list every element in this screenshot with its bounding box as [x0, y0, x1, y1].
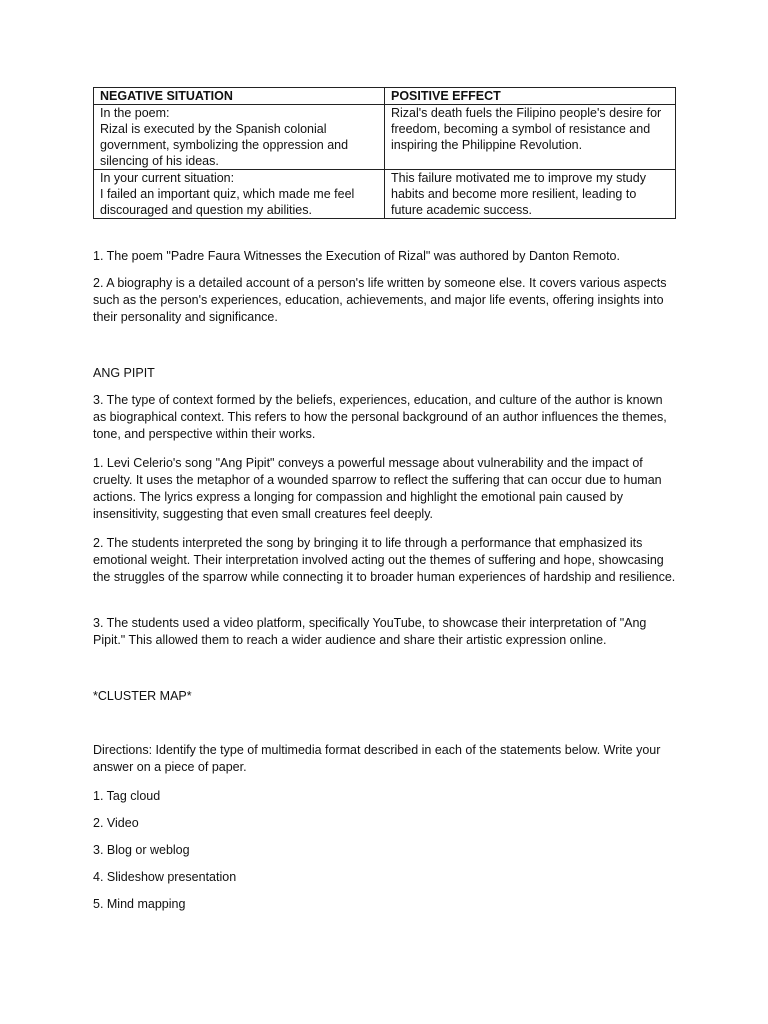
situation-table	[93, 87, 676, 219]
table-header-row	[94, 88, 676, 105]
table-row	[94, 105, 676, 170]
ang-pipit-item-2: 2. The students interpreted the song by bringing it to life through a performance that emphasized its emotional weight. Their interpretation involved acting out the themes of suffering and hope, showcasing the struggles of the sparrow while connecting it to broader human experiences of hardship and resilience.	[93, 536, 676, 584]
positive-cell: This failure motivated me to improve my study habits and become more resilient, leading to future academic success.	[385, 170, 676, 219]
header-positive-effect: POSITIVE EFFECT	[385, 88, 676, 105]
negative-cell	[94, 170, 385, 219]
table-row	[94, 170, 676, 219]
directions: Directions: Identify the type of multimedia format described in each of the statements below. Write your answer on a piece of paper.	[93, 743, 661, 774]
list-item: 4. Slideshow presentation	[93, 870, 237, 884]
ang-pipit-item-3: 3. The students used a video platform, specifically YouTube, to showcase their interpretation of "Ang Pipit." This allowed them to reach a wider audience and share their artistic expression online.	[93, 616, 647, 647]
list-item: 3. Blog or weblog	[93, 843, 190, 857]
ang-pipit-item-1: 1. Levi Celerio's song "Ang Pipit" conveys a powerful message about vulnerability and the impact of cruelty. It uses the metaphor of a wounded sparrow to reflect the suffering that can occur due to human actions. The lyrics express a longing for compassion and highlight the emotional pain caused by insensitivity, suggesting that even small creatures feel deeply.	[93, 456, 662, 521]
list-item: 2. Video	[93, 816, 139, 830]
situation-table-wrapper	[93, 87, 675, 219]
answer-3-context: 3. The type of context formed by the beliefs, experiences, education, and culture of the author is known as biographical context. This refers to how the personal background of an author influences the themes, tone, and perspective within their works.	[93, 393, 667, 441]
ang-pipit-heading: ANG PIPIT	[93, 366, 155, 380]
answer-1: 1. The poem "Padre Faura Witnesses the Execution of Rizal" was authored by Danton Remoto.	[93, 249, 620, 263]
negative-cell-text: Rizal is executed by the Spanish colonial government, symbolizing the oppression and silencing of his ideas.	[100, 122, 349, 168]
negative-cell	[94, 105, 385, 170]
negative-cell-label: In your current situation:	[100, 171, 235, 185]
negative-cell-label: In the poem:	[100, 106, 170, 120]
cluster-map-heading: *CLUSTER MAP*	[93, 689, 192, 703]
list-item: 5. Mind mapping	[93, 897, 186, 911]
list-item: 1. Tag cloud	[93, 789, 161, 803]
positive-cell: Rizal's death fuels the Filipino people's desire for freedom, becoming a symbol of resistance and inspiring the Philippine Revolution.	[385, 105, 676, 170]
answer-2: 2. A biography is a detailed account of a person's life written by someone else. It covers various aspects such as the person's experiences, education, achievements, and major life events, offering insights into their personality and significance.	[93, 276, 667, 324]
negative-cell-text: I failed an important quiz, which made me feel discouraged and question my abilities.	[100, 187, 355, 217]
header-negative-situation: NEGATIVE SITUATION	[94, 88, 385, 105]
